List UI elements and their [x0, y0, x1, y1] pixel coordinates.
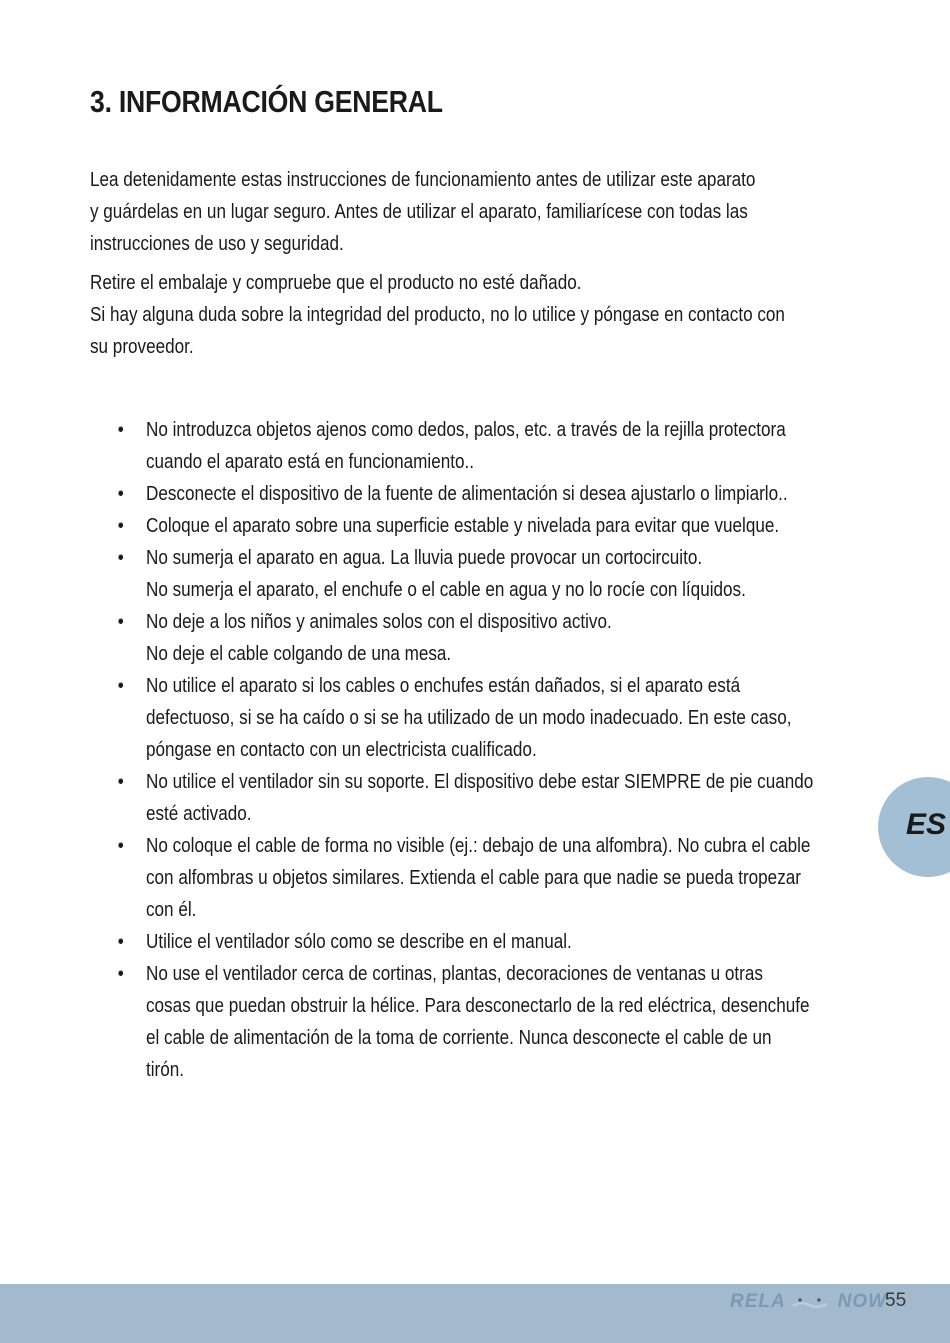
page-number: 55	[885, 1290, 907, 1311]
bullet-item: • Coloque el aparato sobre una superficie estable y nivelada para evitar que vuelque.	[146, 510, 864, 542]
footer-bar	[0, 1284, 950, 1343]
brand-wave-icon	[791, 1293, 831, 1311]
brand-logo-left: RELA	[730, 1291, 786, 1312]
bullet-item: • No coloque el cable de forma no visible (ej.: debajo de una alfombra). No cubra el cable con alfombras u objetos similares. Extienda el cable para que nadie se pueda tropezar con él.	[146, 830, 864, 926]
page-title: 3. INFORMACIÓN GENERAL	[90, 84, 443, 119]
bullet-item: • Utilice el ventilador sólo como se describe en el manual.	[146, 926, 864, 958]
intro-paragraph: Retire el embalaje y compruebe que el producto no esté dañado. Si hay alguna duda sobre la integridad del producto, no lo utilice y póngase en contacto con su proveedor.	[90, 272, 785, 358]
safety-bullet-list	[146, 414, 864, 1086]
bullet-item: • No deje a los niños y animales solos con el dispositivo activo. No deje el cable colgando de una mesa.	[146, 606, 864, 670]
language-tab	[878, 777, 950, 877]
bullet-item: • No utilice el aparato si los cables o enchufes están dañados, si el aparato está defectuoso, si se ha caído o si se ha utilizado de un modo inadecuado. En este caso, póngase en contacto con un electricista cualificado.	[146, 670, 864, 766]
brand-logo-right: NOW	[837, 1291, 888, 1312]
bullet-item: • No introduzca objetos ajenos como dedos, palos, etc. a través de la rejilla protectora cuando el aparato está en funcionamiento..	[146, 414, 864, 478]
intro-paragraph: Lea detenidamente estas instrucciones de funcionamiento antes de utilizar este aparato y guárdelas en un lugar seguro. Antes de utilizar el aparato, familiarícese con todas las instrucciones de uso y seguridad.	[90, 169, 756, 255]
brand-logo	[730, 1291, 887, 1313]
bullet-item: • No sumerja el aparato en agua. La lluvia puede provocar un cortocircuito. No sumerja el aparato, el enchufe o el cable en agua y no lo rocíe con líquidos.	[146, 542, 864, 606]
bullet-item: • Desconecte el dispositivo de la fuente de alimentación si desea ajustarlo o limpiarlo..	[146, 478, 864, 510]
bullet-item: • No use el ventilador cerca de cortinas, plantas, decoraciones de ventanas u otras cosas que puedan obstruir la hélice. Para desconectarlo de la red eléctrica, desenchufe el cable de alimentación de la toma de corriente. Nunca desconecte el cable de un tirón.	[146, 958, 864, 1086]
bullet-item: • No utilice el ventilador sin su soporte. El dispositivo debe estar SIEMPRE de pie cuando esté activado.	[146, 766, 864, 830]
language-tab-label: ES	[906, 808, 947, 841]
intro-text	[90, 164, 860, 363]
